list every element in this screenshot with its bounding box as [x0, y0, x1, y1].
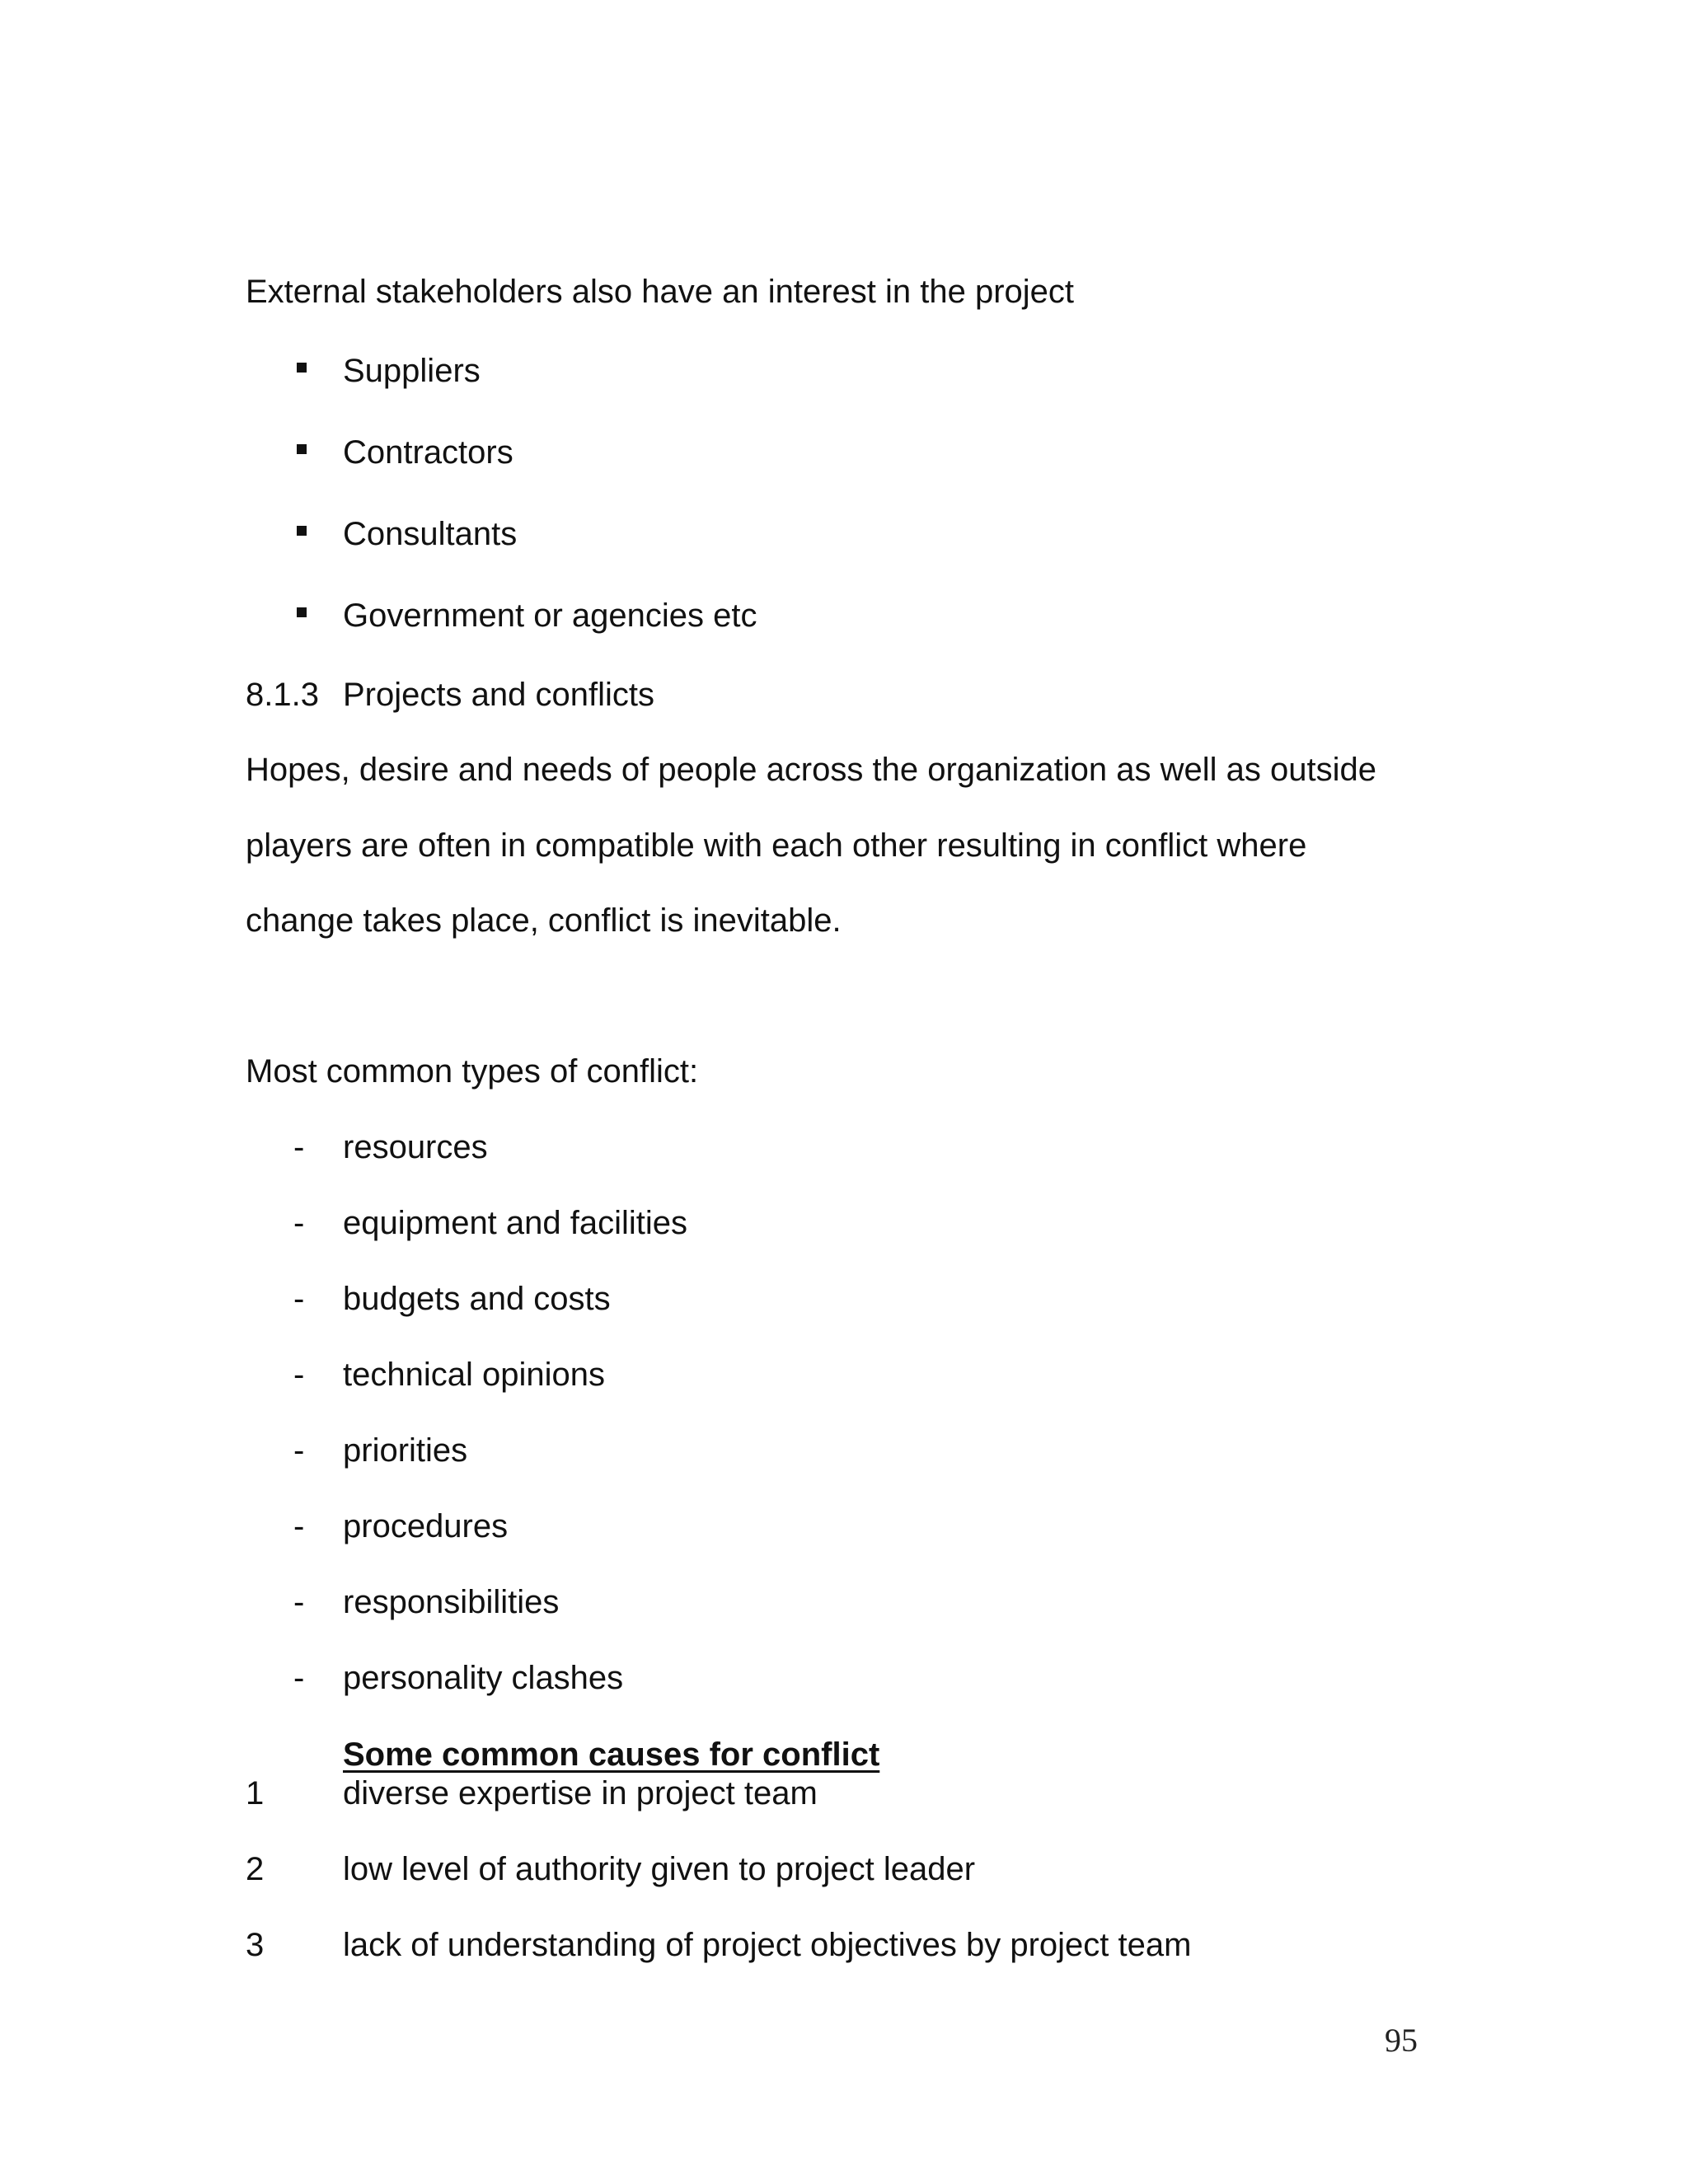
dash-bullet-icon: -: [293, 1205, 305, 1241]
list-item-label: lack of understanding of project objectives by project team: [343, 1927, 1192, 1963]
paragraph-line: change takes place, conflict is inevitable.: [246, 902, 842, 939]
list-item-label: low level of authority given to project leader: [343, 1851, 976, 1887]
dash-bullet-icon: -: [293, 1281, 305, 1317]
list-item-label: personality clashes: [343, 1660, 624, 1696]
list-item-label: Contractors: [343, 434, 513, 471]
list-item-label: responsibilities: [343, 1584, 560, 1620]
section-title: Projects and conflicts: [343, 677, 654, 713]
list-item-label: equipment and facilities: [343, 1205, 688, 1241]
square-bullet-icon: [297, 607, 307, 617]
causes-heading: Some common causes for conflict: [343, 1736, 880, 1773]
list-item-number: 1: [246, 1775, 265, 1811]
conflict-types-heading: Most common types of conflict:: [246, 1053, 699, 1090]
page-number: 95: [1385, 2022, 1418, 2059]
list-item-label: technical opinions: [343, 1357, 605, 1393]
list-item-label: diverse expertise in project team: [343, 1775, 818, 1811]
paragraph-line: players are often in compatible with each other resulting in conflict where: [246, 827, 1307, 864]
stakeholders-intro: External stakeholders also have an interest in the project: [246, 274, 1075, 310]
list-item-label: resources: [343, 1129, 488, 1165]
square-bullet-icon: [297, 526, 307, 536]
dash-bullet-icon: -: [293, 1129, 305, 1165]
list-item-label: procedures: [343, 1508, 509, 1544]
dash-bullet-icon: -: [293, 1432, 305, 1469]
list-item-number: 3: [246, 1927, 265, 1963]
square-bullet-icon: [297, 363, 307, 373]
dash-bullet-icon: -: [293, 1660, 305, 1696]
dash-bullet-icon: -: [293, 1508, 305, 1544]
list-item-label: Consultants: [343, 516, 518, 552]
paragraph-line: Hopes, desire and needs of people across the organization as well as outside: [246, 752, 1376, 788]
list-item-number: 2: [246, 1851, 265, 1887]
list-item-label: Government or agencies etc: [343, 598, 757, 634]
list-item-label: priorities: [343, 1432, 468, 1469]
square-bullet-icon: [297, 444, 307, 454]
section-number: 8.1.3: [246, 677, 319, 713]
list-item-label: budgets and costs: [343, 1281, 611, 1317]
dash-bullet-icon: -: [293, 1357, 305, 1393]
dash-bullet-icon: -: [293, 1584, 305, 1620]
list-item-label: Suppliers: [343, 353, 481, 389]
